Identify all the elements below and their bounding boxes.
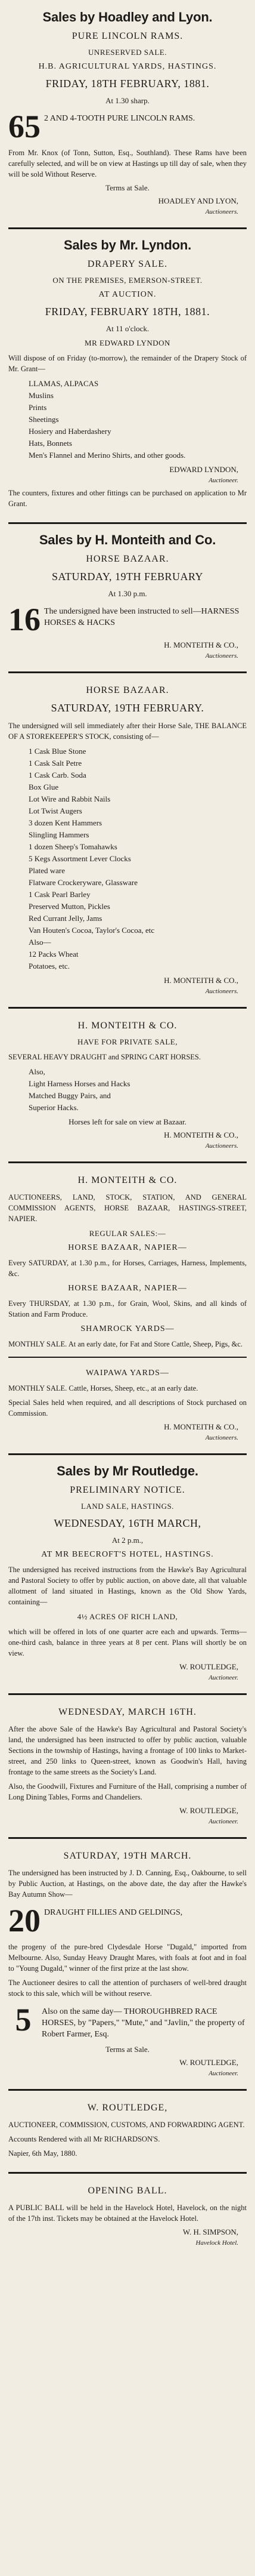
list-item: Hats, Bonnets	[29, 439, 72, 448]
ad-subtitle: UNRESERVED SALE.	[88, 48, 167, 57]
ad-body: Will dispose of on Friday (to-morrow), the remainder of the Drapery Stock of Mr. Grant—	[8, 354, 247, 373]
ad-title: SATURDAY, 19TH MARCH.	[63, 1851, 192, 1861]
lot-text: 2 AND 4-TOOTH PURE LINCOLN RAMS.	[44, 114, 195, 123]
ad-subtitle: HAVE FOR PRIVATE SALE,	[77, 1037, 178, 1046]
ad-monteith-private-sale	[8, 1007, 247, 1161]
item-list	[8, 1066, 247, 1114]
ad-title: HORSE BAZAAR.	[86, 554, 169, 564]
ad-firm: H. MONTEITH & CO.,	[164, 640, 238, 649]
ad-body2: which will be offered in lots of one quarter acre each and upwards. Terms—one-third cash, balance in three years at 8 per cent. Plans will shortly be on view.	[8, 1628, 247, 1657]
list-item: Superior Hacks.	[29, 1103, 79, 1112]
ad-body2: the progeny of the pure-bred Clydesdale Horse "Dugald," imported from Melbourne. Also, Sunday Heavy Draught Mares, with foals at foot and in foal to "Young Dugald," winner of the first prize at the last show.	[8, 1943, 247, 1973]
lot-count: 65	[8, 109, 41, 144]
sale-title: WAIPAWA YARDS—	[86, 1369, 169, 1378]
sale-text: Every SATURDAY, at 1.30 p.m., for Horses, Carriages, Harness, Implements, &c.	[8, 1259, 247, 1278]
ad-time: At 1.30 sharp.	[105, 96, 150, 105]
item-list	[8, 745, 247, 972]
ad-title: W. ROUTLEDGE,	[87, 2103, 168, 2113]
sale-entry	[8, 1357, 247, 1394]
ad-firm: W. H. SIMPSON,	[182, 2227, 238, 2236]
ad-body: A PUBLIC BALL will be held in the Havelock Hotel, Havelock, on the night of the 17th inst. Tickets may be obtained at the Havelock Hotel.	[8, 2204, 247, 2223]
ad-firm: HOADLEY AND LYON,	[158, 196, 238, 205]
lot-count: 16	[8, 602, 41, 637]
sale-title: HORSE BAZAAR, NAPIER—	[68, 1243, 187, 1252]
ad-role: Havelock Hotel.	[195, 2239, 238, 2247]
list-item: 1 Cask Salt Petre	[29, 759, 82, 768]
lot-row	[8, 110, 247, 143]
ad-firm: W. ROUTLEDGE,	[179, 1806, 238, 1815]
list-item: Matched Buggy Pairs, and	[29, 1091, 111, 1100]
list-item: Hosiery and Haberdashery	[29, 427, 111, 436]
regular-sales-heading: REGULAR SALES:—	[89, 1229, 166, 1238]
list-item: 1 Cask Pearl Barley	[29, 890, 91, 899]
ad-title: H. MONTEITH & CO.	[77, 1021, 178, 1031]
ad-role: Auctioneer.	[209, 2070, 238, 2077]
ad-body2: Accounts Rendered with all Mr RICHARDSON'S.	[8, 2135, 160, 2143]
ad-routledge-march-16	[8, 1693, 247, 1837]
list-item: Slingling Hammers	[29, 830, 89, 839]
ad-heading: Sales by Hoadley and Lyon.	[42, 10, 213, 24]
ad-body: AUCTIONEERS, LAND, STOCK, STATION, AND GENERAL COMMISSION AGENTS, HORSE BAZAAR, HASTINGS-STREET, NAPIER.	[8, 1193, 247, 1223]
list-item: Also—	[29, 938, 51, 947]
ad-role: Auctioneer.	[209, 1818, 238, 1825]
sale-entry	[8, 1284, 247, 1320]
ad-role: Auctioneers.	[205, 652, 238, 660]
ad-routledge-land	[8, 1453, 247, 1693]
ad-venue: ON THE PREMISES, EMERSON-STREET.	[52, 276, 203, 285]
ad-date: SATURDAY, 19TH FEBRUARY	[51, 571, 204, 583]
ad-heading: Sales by Mr Routledge.	[57, 1463, 198, 1478]
list-item: Lot Twist Augers	[29, 806, 82, 815]
ad-note: Also, the Goodwill, Fixtures and Furniture of the Hall, comprising a number of Long Dining Tables, Forms and Chandeliers.	[8, 1782, 247, 1801]
newspaper-column	[8, 0, 247, 2258]
ad-seller: MR EDWARD LYNDON	[85, 338, 170, 347]
ad-date: SATURDAY, 19TH FEBRUARY.	[51, 702, 204, 714]
ad-body: The undersigned has received instructions from the Hawke's Bay Agricultural and Pastoral Society to offer by public auction, on above date, all that valuable allotment of land situated in Hastings, known as the Old Show Yards, containing—	[8, 1566, 247, 1606]
ad-heading: Sales by H. Monteith and Co.	[39, 532, 216, 547]
ad-event: AT AUCTION.	[98, 290, 157, 299]
ad-date: WEDNESDAY, 16TH MARCH,	[54, 1517, 201, 1529]
ad-terms: Terms at Sale.	[105, 183, 150, 192]
ad-opening-ball	[8, 2172, 247, 2258]
ad-routledge-card	[8, 2089, 247, 2172]
list-item: Van Houten's Cocoa, Taylor's Cocoa, etc	[29, 926, 155, 935]
list-item: 5 Kegs Assortment Lever Clocks	[29, 854, 131, 863]
ad-venue: H.B. AGRICULTURAL YARDS, HASTINGS.	[38, 62, 217, 71]
list-item: Red Currant Jelly, Jams	[29, 914, 102, 923]
lot-row	[8, 603, 247, 636]
ad-time: At 2 p.m.,	[111, 1536, 144, 1545]
sale-title: HORSE BAZAAR, NAPIER—	[68, 1284, 187, 1293]
ad-time: At 11 o'clock.	[105, 324, 150, 333]
list-item: Men's Flannel and Merino Shirts, and other goods.	[29, 451, 186, 460]
lot-row	[8, 2004, 247, 2040]
ad-terms: Terms at Sale.	[105, 2045, 150, 2054]
list-item: 12 Packs Wheat	[29, 950, 79, 959]
ad-title: HORSE BAZAAR.	[86, 685, 169, 695]
ad-firm: W. ROUTLEDGE,	[179, 1662, 238, 1671]
ad-date: FRIDAY, FEBRUARY 18TH, 1881.	[45, 306, 210, 318]
ad-date: FRIDAY, 18TH FEBRUARY, 1881.	[45, 78, 210, 90]
ad-body: After the above Sale of the Hawke's Bay Agricultural and Pastoral Society's land, the undersigned has been instructed to offer by public auction, valuable Sections in the township of Hastings, having a frontage of 100 links to Market-street, and 250 links to Queen-street, known as Goodwin's Hall, having frontage to the same streets as the Society's Land.	[8, 1725, 247, 1776]
ad-title: H. MONTEITH & CO.	[77, 1175, 178, 1185]
ad-firm: H. MONTEITH & CO.,	[164, 1422, 238, 1431]
sale-text: MONTHLY SALE. At an early date, for Fat and Store Cattle, Sheep, Pigs, &c.	[8, 1340, 243, 1348]
ad-venue: AT MR BEECROFT'S HOTEL, HASTINGS.	[41, 1550, 214, 1559]
list-item: Box Glue	[29, 782, 59, 791]
ad-lyndon	[8, 227, 247, 522]
ad-monteith-horse-bazaar	[8, 522, 247, 671]
ad-time: At 1.30 p.m.	[108, 589, 147, 598]
ad-firm: EDWARD LYNDON,	[169, 465, 238, 474]
list-item: 1 dozen Sheep's Tomahawks	[29, 842, 117, 851]
list-item: Lot Wire and Rabbit Nails	[29, 794, 111, 803]
ad-title: PRELIMINARY NOTICE.	[70, 1485, 185, 1495]
ad-body: From Mr. Knox (of Tonn, Sutton, Esq., Southland). These Rams have been carefully selected, and will be on view at Hastings up till day of sale, when they will be sold Without Reserve.	[8, 149, 247, 178]
sale-entry	[8, 1324, 247, 1349]
ad-title: DRAPERY SALE.	[87, 259, 168, 269]
ad-routledge-march-19	[8, 1837, 247, 2089]
ad-monteith-regular-sales	[8, 1161, 247, 1453]
lot-text: The undersigned have been instructed to sell—HARNESS HORSES & HACKS	[44, 607, 240, 627]
ad-role: Auctioneer.	[209, 477, 238, 484]
ad-title: OPENING BALL.	[88, 2186, 167, 2196]
list-item: Flatware Crockeryware, Glassware	[29, 878, 138, 887]
ad-note: Special Sales held when required, and all descriptions of Stock purchased on Commission.	[8, 1398, 247, 1418]
ad-role: Auctioneers.	[205, 1142, 238, 1150]
ad-firm: H. MONTEITH & CO.,	[164, 976, 238, 985]
ad-heading: Sales by Mr. Lyndon.	[63, 238, 191, 252]
sale-text: Every THURSDAY, at 1.30 p.m., for Grain, Wool, Skins, and all kinds of Station and Farm Produce.	[8, 1299, 247, 1318]
lot-text: 4½ ACRES OF RICH LAND,	[77, 1612, 178, 1621]
list-item: 1 Cask Carb. Soda	[29, 771, 86, 779]
ad-body: SEVERAL HEAVY DRAUGHT and SPRING CART HORSES.	[8, 1053, 201, 1061]
lot-text: Also on the same day— THOROUGHBRED RACE HORSES, by "Papers," "Mute," and "Javlin," the property of Robert Farmer, Esq.	[42, 2007, 245, 2039]
sale-entry	[8, 1243, 247, 1279]
list-item: Light Harness Horses and Hacks	[29, 1079, 130, 1088]
list-item: LLAMAS, ALPACAS	[29, 379, 99, 388]
list-item: 3 dozen Kent Hammers	[29, 818, 102, 827]
ad-note: Napier, 6th May, 1880.	[8, 2149, 77, 2158]
list-item: Muslins	[29, 391, 54, 400]
ad-monteith-storekeeper-stock	[8, 671, 247, 1007]
ad-footer: The counters, fixtures and other fittings can be purchased on application to Mr Grant.	[8, 489, 247, 508]
list-item: Plated ware	[29, 866, 66, 875]
ad-firm: W. ROUTLEDGE,	[179, 2058, 238, 2067]
ad-body3: The Auctioneer desires to call the attention of purchasers of well-bred draught stock to this sale, which will be without reserve.	[8, 1979, 247, 1998]
list-item: Sheetings	[29, 415, 59, 424]
list-item: Preserved Mutton, Pickles	[29, 902, 110, 911]
ad-note: Horses left for sale on view at Bazaar.	[69, 1117, 186, 1126]
item-list	[8, 378, 247, 461]
ad-body: AUCTIONEER, COMMISSION, CUSTOMS, AND FORWARDING AGENT.	[8, 2121, 245, 2129]
sale-text: MONTHLY SALE. Cattle, Horses, Sheep, etc., at an early date.	[8, 1384, 198, 1392]
sale-title: SHAMROCK YARDS—	[80, 1324, 175, 1333]
ad-title: WEDNESDAY, MARCH 16TH.	[58, 1707, 197, 1717]
list-item: Also,	[29, 1067, 45, 1076]
lot-row	[8, 1905, 247, 1937]
lot-count: 5	[15, 2002, 32, 2038]
ad-body: The undersigned will sell immediately after their Horse Sale, THE BALANCE OF A STOREKEEPER'S STOCK, consisting of—	[8, 722, 247, 741]
ad-subtitle: LAND SALE, HASTINGS.	[81, 1502, 174, 1511]
list-item: 1 Cask Blue Stone	[29, 747, 86, 756]
ad-title: PURE LINCOLN RAMS.	[71, 31, 184, 41]
ad-role: Auctioneers.	[205, 1434, 238, 1441]
lot-text: DRAUGHT FILLIES AND GELDINGS,	[44, 1908, 183, 1917]
list-item: Prints	[29, 403, 47, 412]
ad-hoadley-lyon	[8, 1, 247, 227]
ad-role: Auctioneer.	[209, 1674, 238, 1681]
ad-body: The undersigned has been instructed by J. D. Canning, Esq., Oakbourne, to sell by Public Auction, at Hastings, on the above date, the day after the Hawke's Bay Autumn Show—	[8, 1869, 247, 1899]
lot-count: 20	[8, 1903, 41, 1939]
list-item: Potatoes, etc.	[29, 962, 70, 970]
ad-role: Auctioneers.	[205, 988, 238, 995]
ad-role: Auctioneers.	[205, 208, 238, 215]
ad-firm: H. MONTEITH & CO.,	[164, 1130, 238, 1139]
